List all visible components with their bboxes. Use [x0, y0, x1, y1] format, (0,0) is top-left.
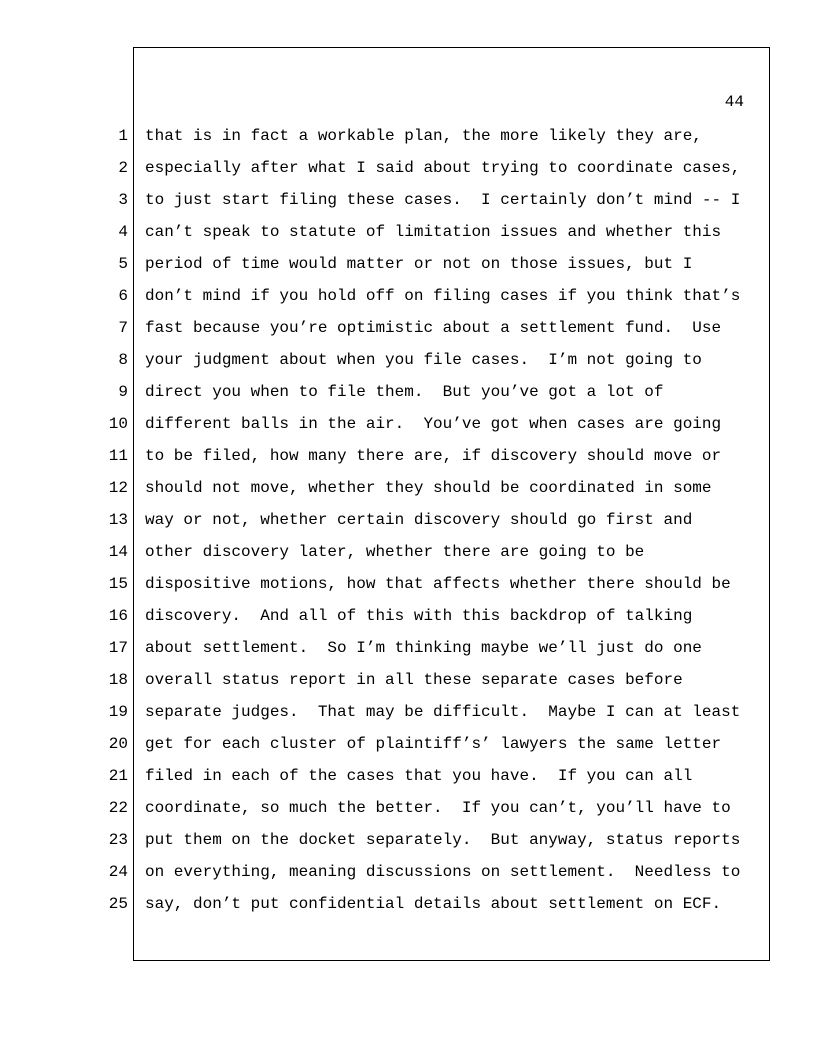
line-text: separate judges. That may be difficult. Maybe I can at least — [145, 703, 741, 721]
transcript-line — [0, 152, 816, 184]
line-number: 21 — [108, 767, 128, 785]
line-text: say, don’t put confidential details about settlement on ECF. — [145, 895, 722, 913]
line-number: 20 — [108, 735, 128, 753]
line-text: other discovery later, whether there are going to be — [145, 543, 645, 561]
line-text: direct you when to file them. But you’ve got a lot of — [145, 383, 664, 401]
transcript-line — [0, 632, 816, 664]
line-number: 16 — [108, 607, 128, 625]
line-text: your judgment about when you file cases. I’m not going to — [145, 351, 702, 369]
transcript-line — [0, 216, 816, 248]
line-number: 11 — [108, 447, 128, 465]
transcript-line — [0, 760, 816, 792]
line-text: to be filed, how many there are, if discovery should move or — [145, 447, 722, 465]
line-number: 15 — [108, 575, 128, 593]
line-text: overall status report in all these separate cases before — [145, 671, 683, 689]
line-text: to just start filing these cases. I certainly don’t mind -- I — [145, 191, 741, 209]
transcript-line — [0, 600, 816, 632]
line-number: 18 — [108, 671, 128, 689]
line-number: 3 — [118, 191, 128, 209]
transcript-line — [0, 536, 816, 568]
transcript-line — [0, 664, 816, 696]
transcript-line — [0, 312, 816, 344]
line-text: can’t speak to statute of limitation issues and whether this — [145, 223, 722, 241]
transcript-line — [0, 728, 816, 760]
transcript-line — [0, 440, 816, 472]
transcript-line — [0, 504, 816, 536]
transcript-line — [0, 248, 816, 280]
line-number: 14 — [108, 543, 128, 561]
transcript-line — [0, 280, 816, 312]
line-number: 5 — [118, 255, 128, 273]
transcript-lines — [0, 120, 816, 920]
transcript-line — [0, 376, 816, 408]
page-number: 44 — [724, 93, 744, 111]
transcript-line — [0, 568, 816, 600]
line-text: filed in each of the cases that you have. If you can all — [145, 767, 693, 785]
transcript-line — [0, 344, 816, 376]
line-number: 7 — [118, 319, 128, 337]
line-text: don’t mind if you hold off on filing cases if you think that’s — [145, 287, 741, 305]
line-number: 9 — [118, 383, 128, 401]
line-number: 6 — [118, 287, 128, 305]
transcript-line — [0, 696, 816, 728]
line-number: 2 — [118, 159, 128, 177]
line-number: 4 — [118, 223, 128, 241]
line-number: 1 — [118, 127, 128, 145]
line-number: 22 — [108, 799, 128, 817]
line-text: fast because you’re optimistic about a settlement fund. Use — [145, 319, 722, 337]
transcript-line — [0, 408, 816, 440]
transcript-line — [0, 792, 816, 824]
line-text: especially after what I said about trying to coordinate cases, — [145, 159, 741, 177]
transcript-line — [0, 472, 816, 504]
line-text: that is in fact a workable plan, the more likely they are, — [145, 127, 702, 145]
line-number: 24 — [108, 863, 128, 881]
line-number: 10 — [108, 415, 128, 433]
transcript-line — [0, 888, 816, 920]
line-number: 23 — [108, 831, 128, 849]
transcript-line — [0, 120, 816, 152]
line-number: 17 — [108, 639, 128, 657]
line-text: about settlement. So I’m thinking maybe we’ll just do one — [145, 639, 702, 657]
line-text: on everything, meaning discussions on settlement. Needless to — [145, 863, 741, 881]
line-text: dispositive motions, how that affects whether there should be — [145, 575, 731, 593]
line-text: discovery. And all of this with this backdrop of talking — [145, 607, 693, 625]
line-text: coordinate, so much the better. If you can’t, you’ll have to — [145, 799, 731, 817]
line-number: 8 — [118, 351, 128, 369]
line-text: get for each cluster of plaintiff’s’ lawyers the same letter — [145, 735, 722, 753]
line-text: way or not, whether certain discovery should go first and — [145, 511, 693, 529]
line-number: 12 — [108, 479, 128, 497]
line-text: should not move, whether they should be coordinated in some — [145, 479, 712, 497]
line-number: 13 — [108, 511, 128, 529]
transcript-line — [0, 856, 816, 888]
line-text: period of time would matter or not on those issues, but I — [145, 255, 693, 273]
transcript-line — [0, 184, 816, 216]
line-number: 19 — [108, 703, 128, 721]
line-text: different balls in the air. You’ve got when cases are going — [145, 415, 722, 433]
transcript-line — [0, 824, 816, 856]
line-number: 25 — [108, 895, 128, 913]
line-text: put them on the docket separately. But anyway, status reports — [145, 831, 741, 849]
